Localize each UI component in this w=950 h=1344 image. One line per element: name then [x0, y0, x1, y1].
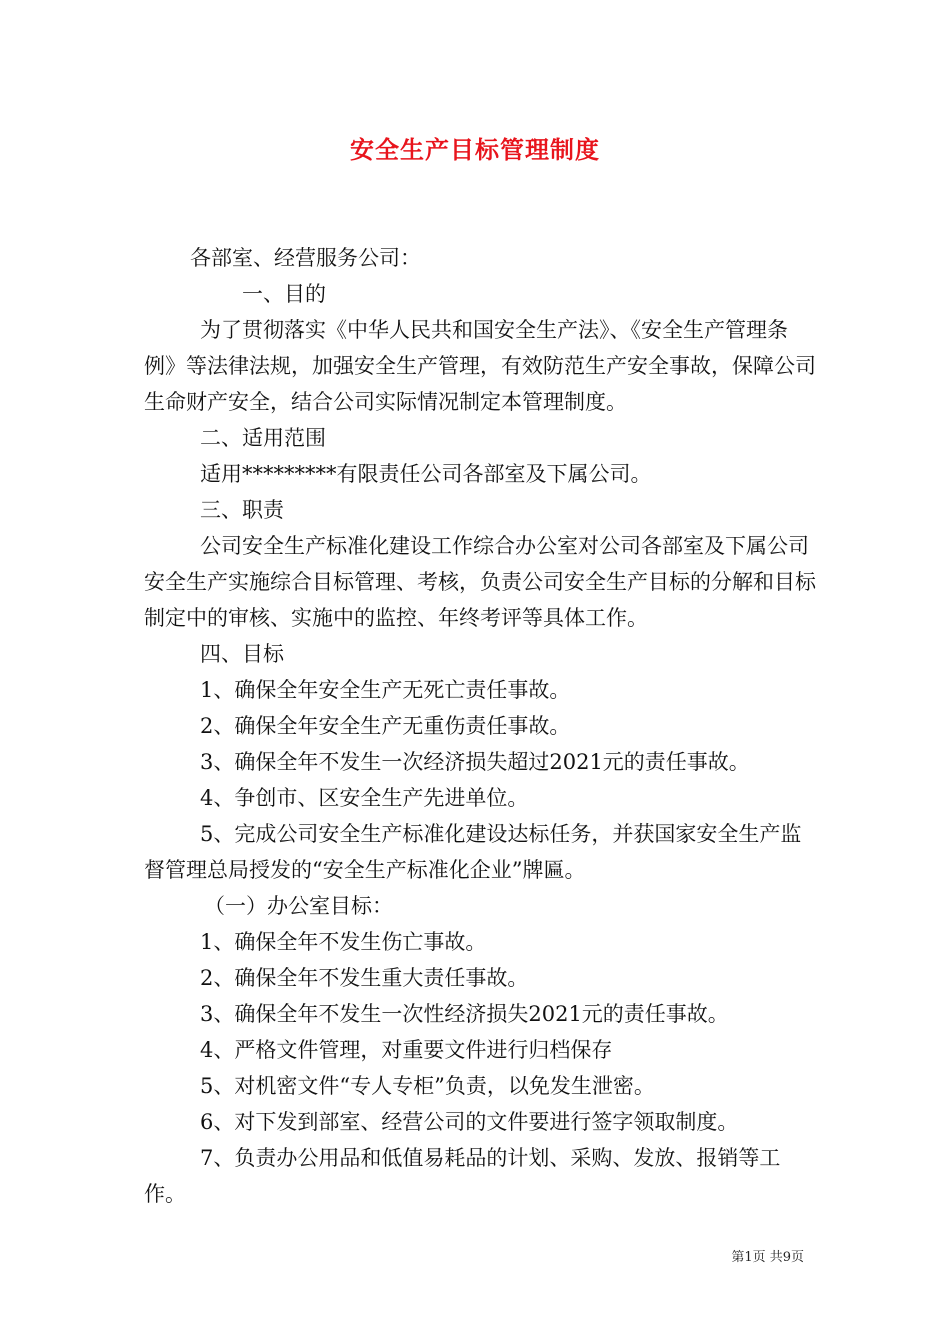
office-goal-item: 2、确保全年不发生重大责任事故。: [200, 966, 529, 990]
paragraph-purpose: 为了贯彻落实《中华人民共和国安全生产法》、《安全生产管理条例》等法律法规，加强安全生产管理，有效防范生产安全事故，保障公司生命财产安全，结合公司实际情况制定本管理制度。: [144, 318, 816, 414]
section-heading-purpose: 一、目的: [242, 282, 326, 306]
section-heading-goals: 四、目标: [200, 642, 284, 666]
subsection-heading-office: （一）办公室目标：: [204, 894, 393, 918]
office-goal-item: 1、确保全年不发生伤亡事故。: [200, 930, 487, 954]
goal-item: 2、确保全年安全生产无重伤责任事故。: [200, 714, 571, 738]
document-body: [144, 240, 816, 1212]
goal-item: 5、完成公司安全生产标准化建设达标任务，并获国家安全生产监督管理总局授发的“安全生产标准化企业”牌匾。: [144, 822, 802, 882]
page-number: 第1页 共9页: [731, 1250, 804, 1265]
paragraph-scope: 适用*********有限责任公司各部室及下属公司。: [200, 462, 652, 486]
office-goal-item: 3、确保全年不发生一次性经济损失2021元的责任事故。: [200, 1002, 729, 1026]
section-heading-duties: 三、职责: [200, 498, 284, 522]
goal-item: 4、争创市、区安全生产先进单位。: [200, 786, 529, 810]
greeting-line: 各部室、经营服务公司：: [190, 246, 421, 270]
document-title: 安全生产目标管理制度: [350, 135, 600, 164]
goal-item: 3、确保全年不发生一次经济损失超过2021元的责任事故。: [200, 750, 750, 774]
office-goal-item: 4、严格文件管理，对重要文件进行归档保存: [200, 1038, 613, 1062]
paragraph-duties: 公司安全生产标准化建设工作综合办公室对公司各部室及下属公司安全生产实施综合目标管理、考核，负责公司安全生产目标的分解和目标制定中的审核、实施中的监控、年终考评等具体工作。: [144, 534, 816, 630]
section-heading-scope: 二、适用范围: [200, 426, 326, 450]
office-goal-item: 7、负责办公用品和低值易耗品的计划、采购、发放、报销等工作。: [144, 1146, 781, 1206]
office-goal-item: 5、对机密文件“专人专柜”负责，以免发生泄密。: [200, 1074, 655, 1098]
office-goal-item: 6、对下发到部室、经营公司的文件要进行签字领取制度。: [200, 1110, 739, 1134]
goal-item: 1、确保全年安全生产无死亡责任事故。: [200, 678, 571, 702]
